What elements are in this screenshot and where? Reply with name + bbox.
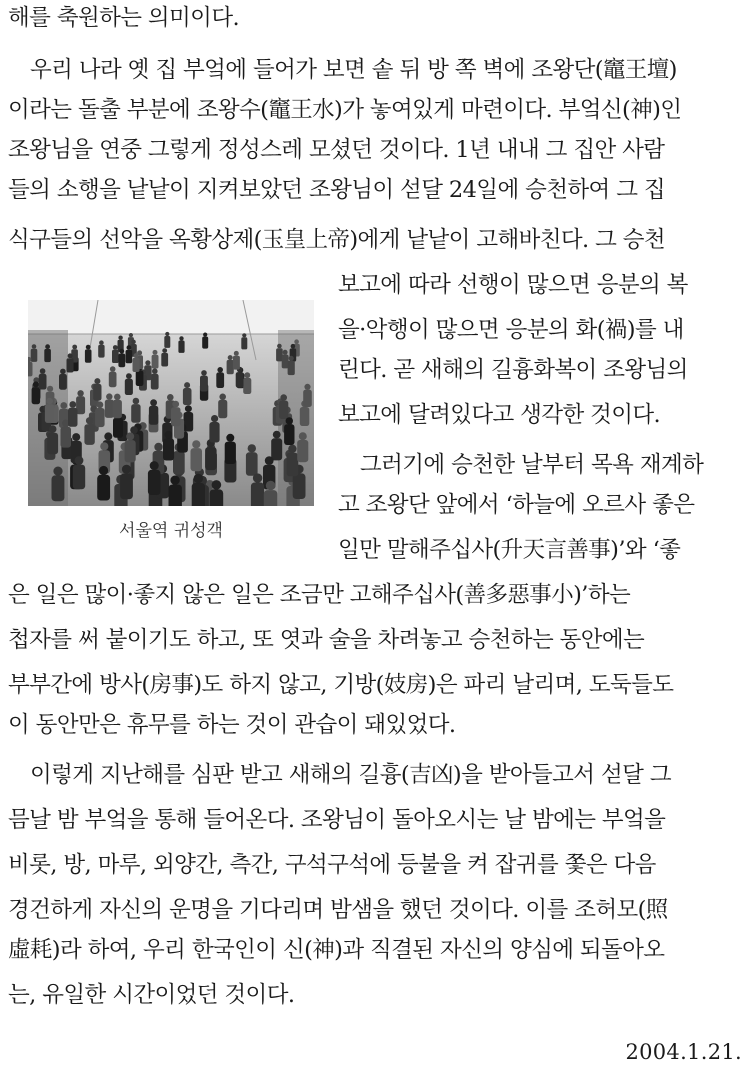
text-line: 식구들의 선악을 옥황상제(玉皇上帝)에게 낱낱이 고해바친다. 그 승천 — [8, 227, 666, 253]
article-date: 2004.1.21. — [625, 1040, 742, 1064]
text-line: 이라는 돌출 부분에 조왕수(竈王水)가 놓여있게 마련이다. 부엌신(神)인 — [8, 97, 682, 123]
text-line: 해를 축원하는 의미이다. — [8, 5, 240, 31]
text-line: 보고에 달려있다고 생각한 것이다. — [338, 402, 661, 428]
text-line: 그러기에 승천한 날부터 목욕 재계하 — [360, 452, 704, 478]
text-line: 믐날 밤 부엌을 통해 들어온다. 조왕님이 돌아오시는 날 밤에는 부엌을 — [8, 807, 666, 833]
text-line: 은 일은 많이·좋지 않은 일은 조금만 고해주십사(善多惡事小)’하는 — [8, 582, 631, 608]
crowd-photo — [28, 300, 314, 506]
text-line: 우리 나라 옛 집 부엌에 들어가 보면 솥 뒤 방 쪽 벽에 조왕단(竈王壇) — [30, 57, 677, 83]
text-line: 경건하게 자신의 운명을 기다리며 밤샘을 했던 것이다. 이를 조허모(照 — [8, 897, 668, 923]
text-line: 虛耗)라 하여, 우리 한국인이 신(神)과 직결된 자신의 양심에 되돌아오 — [8, 937, 665, 963]
text-line: 린다. 곧 새해의 길흉화복이 조왕님의 — [338, 357, 688, 383]
text-line: 보고에 따라 선행이 많으면 응분의 복 — [338, 272, 688, 298]
photo-caption: 서울역 귀성객 — [119, 521, 223, 541]
text-line: 이렇게 지난해를 심판 받고 새해의 길흉(吉凶)을 받아들고서 섣달 그 — [30, 762, 671, 788]
text-line: 조왕님을 연중 그렇게 정성스레 모셨던 것이다. 1년 내내 그 집안 사람 — [8, 137, 665, 163]
text-line: 비롯, 방, 마루, 외양간, 측간, 구석구석에 등불을 켜 잡귀를 쫓은 다음 — [8, 852, 656, 878]
text-line: 들의 소행을 낱낱이 지켜보았던 조왕님이 섣달 24일에 승천하여 그 집 — [8, 177, 666, 203]
text-line: 일만 말해주십사(升天言善事)’와 ‘좋 — [338, 537, 681, 563]
text-line: 첩자를 써 붙이기도 하고, 또 엿과 술을 차려놓고 승천하는 동안에는 — [8, 627, 645, 653]
text-line: 고 조왕단 앞에서 ‘하늘에 오르사 좋은 — [338, 492, 695, 518]
text-line: 을·악행이 많으면 응분의 화(禍)를 내 — [338, 317, 684, 343]
text-line: 부부간에 방사(房事)도 하지 않고, 기방(妓房)은 파리 날리며, 도둑들도 — [8, 672, 674, 698]
text-line: 는, 유일한 시간이었던 것이다. — [8, 982, 295, 1008]
text-line: 이 동안만은 휴무를 하는 것이 관습이 돼있었다. — [8, 712, 456, 738]
